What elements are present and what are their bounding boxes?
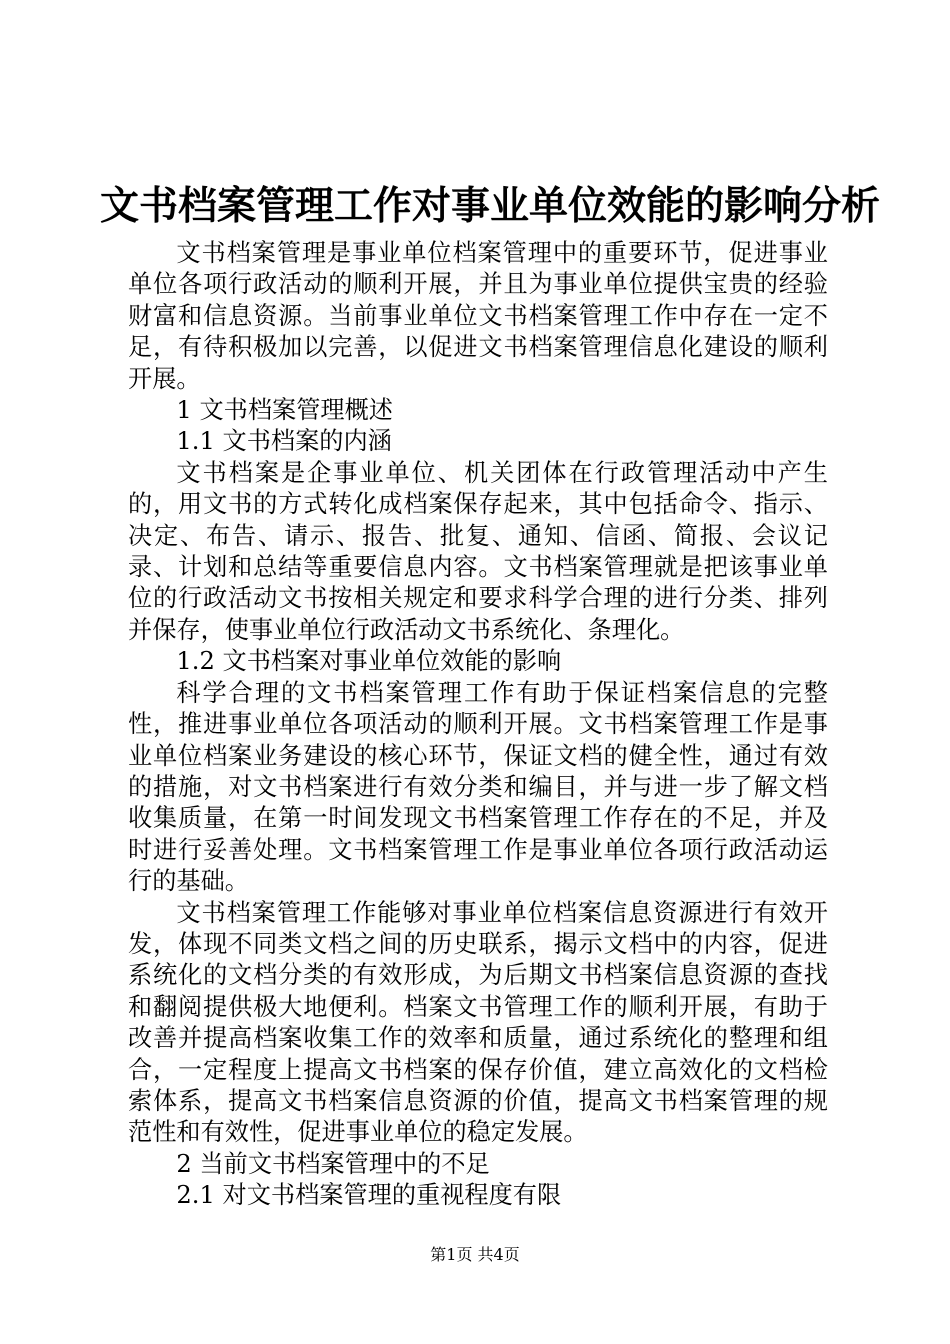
section-heading: 1 文书档案管理概述 xyxy=(176,396,393,425)
paragraph: 文书档案管理是事业单位档案管理中的重要环节，促进事业单位各项行政活动的顺利开展，并且为事业单位提供宝贵的经验财富和信息资源。当前事业单位文书档案管理工作中存在一定不足，有待积极加以完善，以促进文书档案管理信息化建设的顺利开展。 xyxy=(128,239,828,393)
section-heading: 2 当前文书档案管理中的不足 xyxy=(176,1149,490,1178)
paragraph: 文书档案是企事业单位、机关团体在行政管理活动中产生的，用文书的方式转化成档案保存起来，其中包括命令、指示、决定、布告、请示、报告、批复、通知、信函、简报、会议记录、计划和总结等重要信息内容。文书档案管理就是把该事业单位的行政活动文书按相关规定和要求科学合理的进行分类、排列并保存，使事业单位行政活动文书系统化、条理化。 xyxy=(128,458,828,644)
page-footer: 第1页 共4页 xyxy=(430,1245,520,1264)
paragraph: 科学合理的文书档案管理工作有助于保证档案信息的完整性，推进事业单位各项活动的顺利开展。文书档案管理工作是事业单位档案业务建设的核心环节，保证文档的健全性，通过有效的措施，对文书档案进行有效分类和编目，并与进一步了解文档收集质量，在第一时间发现文书档案管理工作存在的不足，并及时进行妥善处理。文书档案管理工作是事业单位各项行政活动运行的基础。 xyxy=(128,678,828,896)
subsection-heading: 2.1 对文书档案管理的重视程度有限 xyxy=(176,1181,562,1210)
subsection-heading: 1.1 文书档案的内涵 xyxy=(176,427,392,456)
subsection-heading: 1.2 文书档案对事业单位效能的影响 xyxy=(176,647,562,676)
document-title: 文书档案管理工作对事业单位效能的影响分析 xyxy=(100,184,881,229)
paragraph: 文书档案管理工作能够对事业单位档案信息资源进行有效开发，体现不同类文档之间的历史联系，揭示文档中的内容，促进系统化的文档分类的有效形成，为后期文书档案信息资源的查找和翻阅提供极大地便利。档案文书管理工作的顺利开展，有助于改善并提高档案收集工作的效率和质量，通过系统化的整理和组合，一定程度上提高文书档案的保存价值，建立高效化的文档检索体系，提高文书档案信息资源的价值，提高文书档案管理的规范性和有效性，促进事业单位的稳定发展。 xyxy=(128,898,828,1147)
document-body xyxy=(128,238,828,1212)
